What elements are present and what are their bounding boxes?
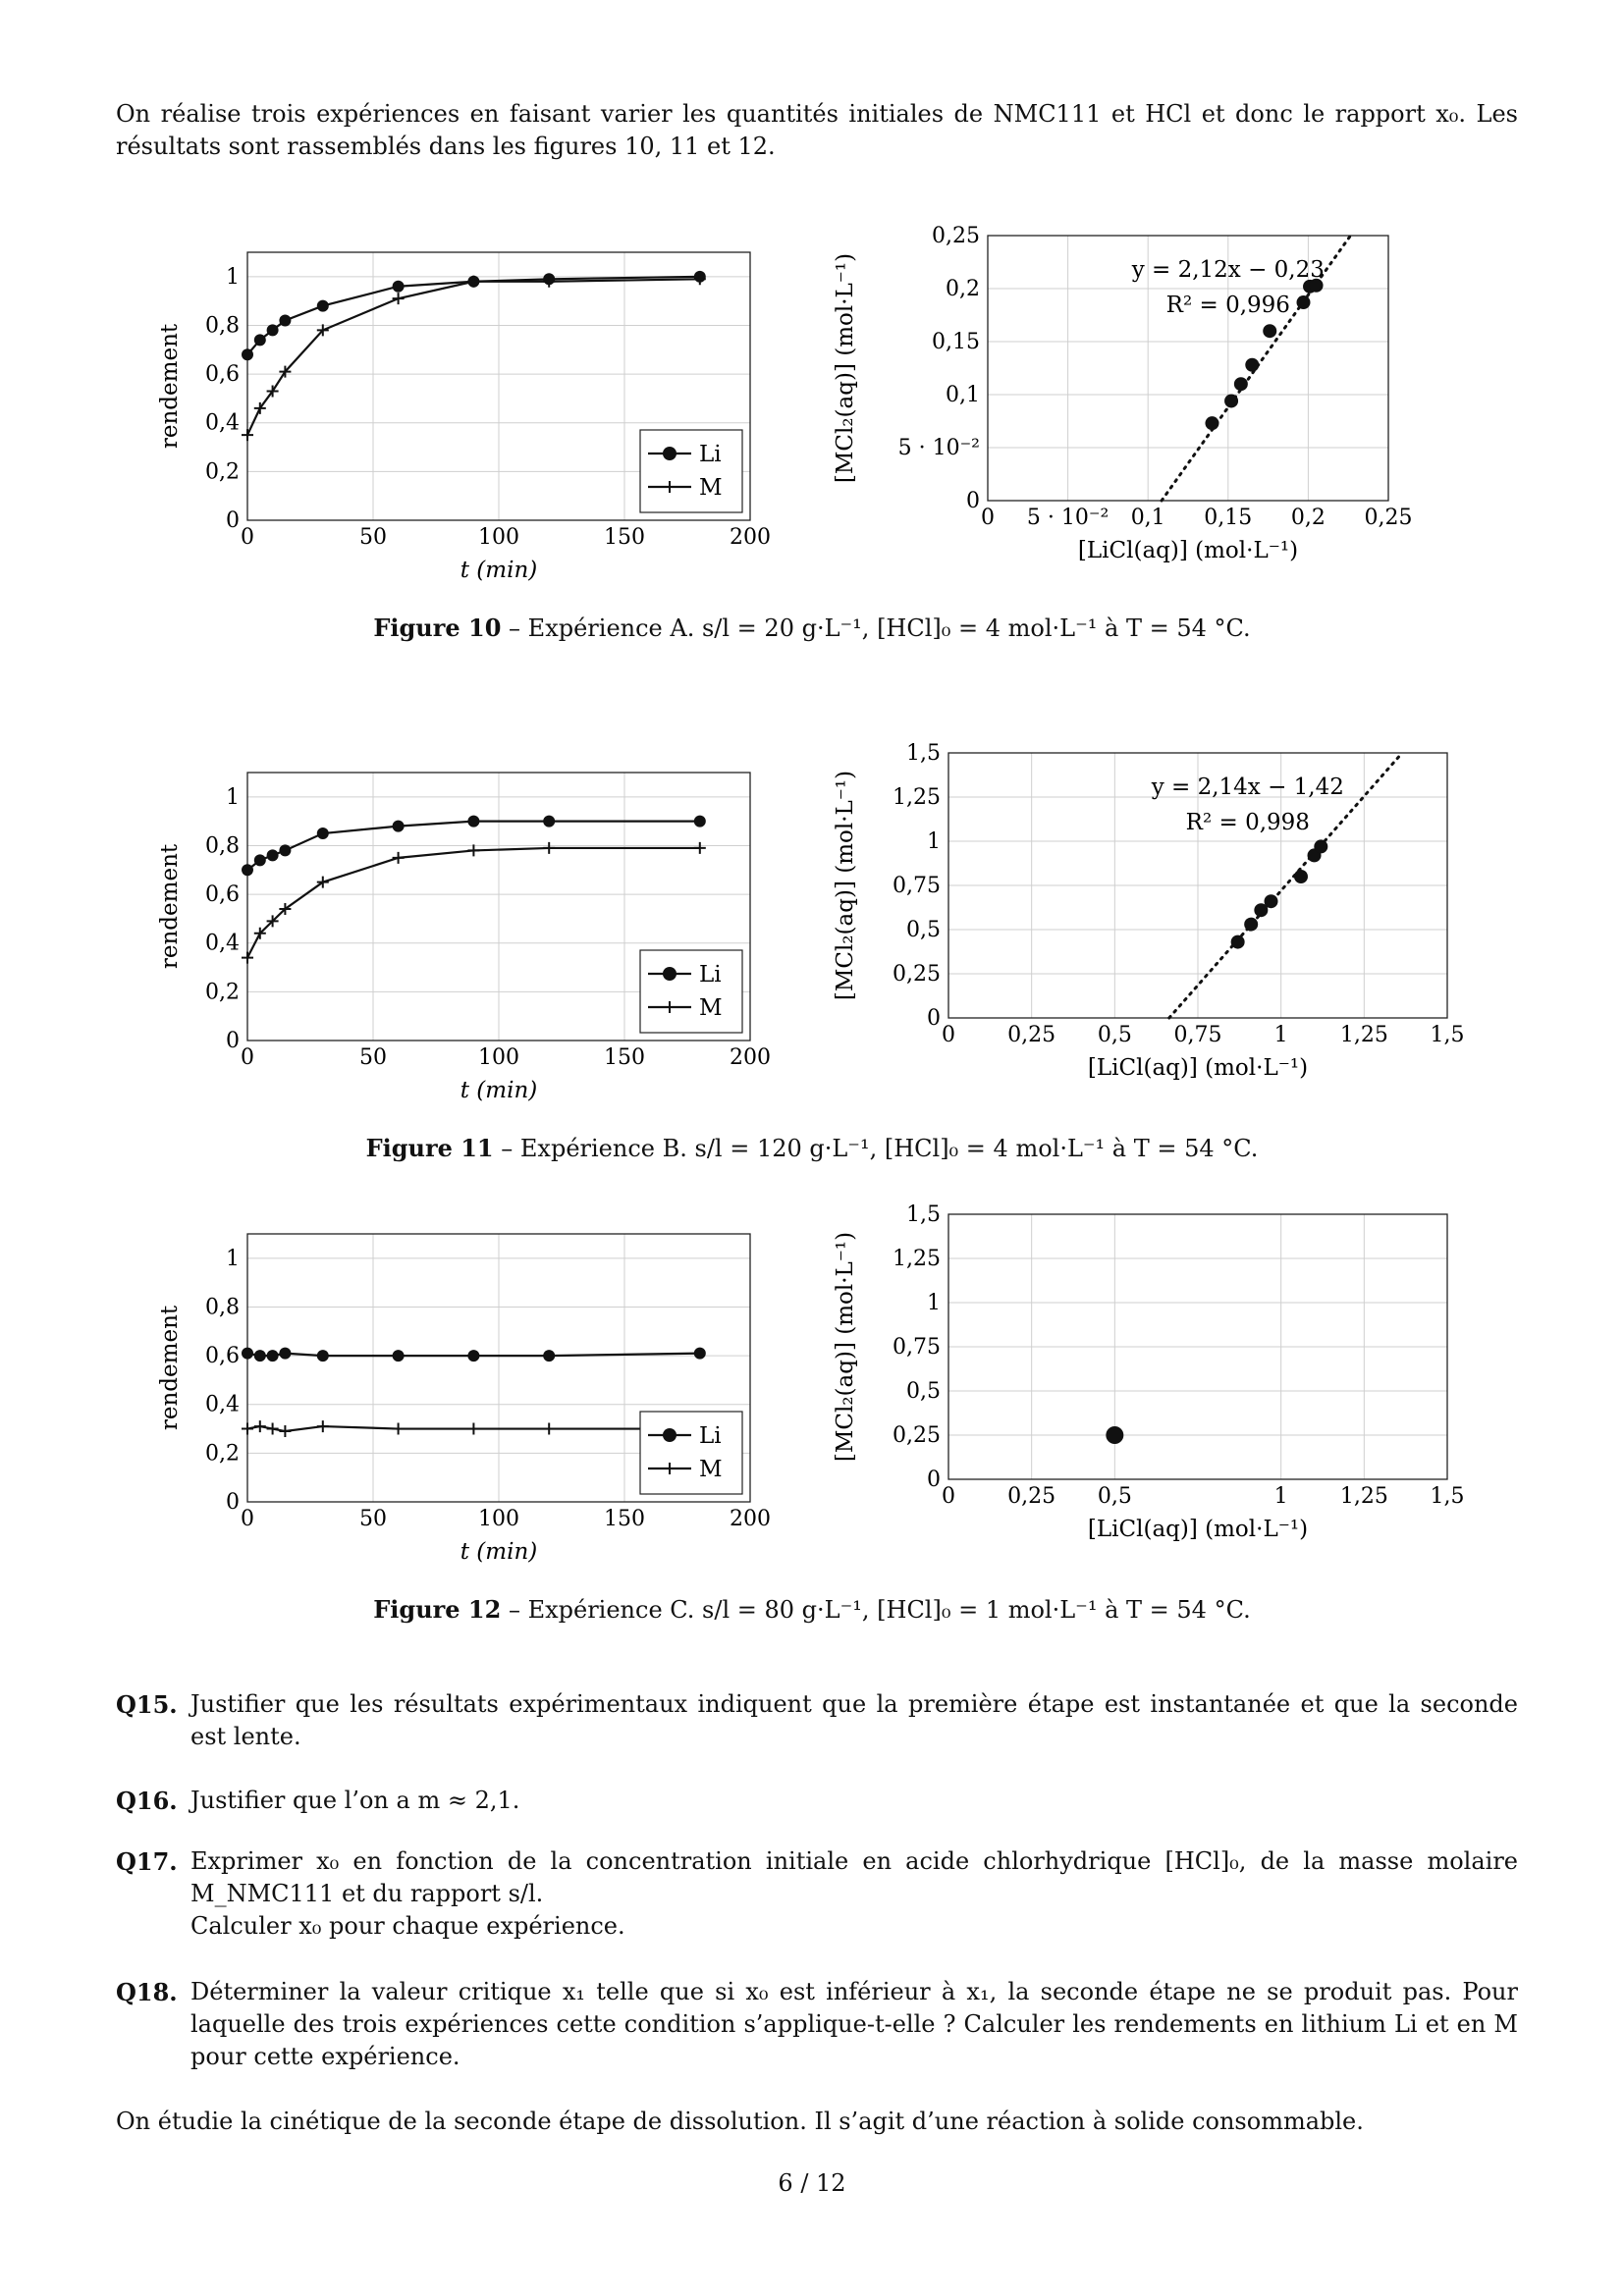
data-point-Li: [393, 821, 405, 832]
x-tick-label: 50: [359, 525, 387, 550]
y-tick-label: 1: [927, 1291, 941, 1315]
data-point: [1265, 894, 1278, 908]
x-tick-label: 0: [241, 1045, 254, 1070]
data-point-Li: [279, 1348, 291, 1360]
y-tick-label: 0: [226, 1490, 240, 1515]
question-q18: Q18. Déterminer la valeur critique x₁ telle que si x₀ est inférieur à x₁, la seconde étape ne se produit pas. Pour laquelle des trois expériences cette condition s’applique-t-elle ? Calculer les rendements en lithium Li et en M pour cette expérience.: [116, 1978, 1518, 2070]
y-tick-label: 0,6: [205, 1344, 240, 1369]
y-axis-label: [MCl₂(aq)] (mol·L⁻¹): [833, 1231, 858, 1463]
data-point-M: [393, 1423, 405, 1435]
data-point-Li: [267, 849, 279, 861]
x-tick-label: 1,5: [1430, 1023, 1465, 1047]
legend-box: [640, 1412, 742, 1494]
data-point-Li: [317, 300, 329, 312]
y-tick-label: 0,2: [205, 459, 240, 485]
x-axis-label: t (min): [460, 558, 538, 583]
data-point-M: [393, 852, 405, 864]
data-point: [1245, 358, 1259, 372]
data-point-Li: [467, 816, 479, 828]
x-tick-label: 0,5: [1097, 1484, 1132, 1509]
x-tick-label: 200: [730, 1045, 771, 1070]
y-axis-label: [MCl₂(aq)] (mol·L⁻¹): [833, 252, 858, 484]
x-tick-label: 100: [478, 1045, 519, 1070]
y-tick-label: 0: [226, 508, 240, 533]
chart-fig12-concentrations: [825, 1202, 1492, 1580]
data-point-M: [543, 842, 555, 854]
legend-marker-Li: [663, 967, 677, 981]
y-tick-label: 0,8: [205, 833, 240, 859]
data-point-Li: [467, 1350, 479, 1362]
data-point-Li: [393, 1350, 405, 1362]
x-tick-label: 0,25: [1364, 506, 1413, 530]
y-tick-label: 0: [927, 1006, 941, 1031]
caption-fig10: Figure 10 – Expérience A. s/l = 20 g·L⁻¹, [HCl]₀ = 4 mol·L⁻¹ à T = 54 °C.: [373, 614, 1251, 642]
caption-fig11: Figure 11 – Expérience B. s/l = 120 g·L⁻¹, [HCl]₀ = 4 mol·L⁻¹ à T = 54 °C.: [365, 1134, 1259, 1162]
y-tick-label: 0,4: [205, 410, 240, 436]
x-tick-label: 50: [359, 1507, 387, 1531]
x-axis-label: [LiCl(aq)] (mol·L⁻¹): [1087, 1055, 1309, 1081]
y-tick-label: 0,2: [946, 277, 980, 301]
fit-r-squared: R² = 0,998: [1185, 810, 1310, 835]
y-tick-label: 0,5: [906, 918, 941, 942]
fit-r-squared: R² = 0,996: [1165, 293, 1290, 318]
data-point: [1244, 918, 1258, 932]
x-tick-label: 5 · 10⁻²: [1026, 506, 1110, 530]
y-tick-label: 0,25: [932, 224, 980, 248]
legend-label-M: M: [699, 1457, 723, 1482]
x-tick-label: 0,25: [1007, 1023, 1056, 1047]
data-point-Li: [254, 334, 266, 346]
intro-paragraph: On réalise trois expériences en faisant varier les quantités initiales de NMC111 et HCl et donc le rapport x₀. Les résultats sont rassemblés dans les figures 10, 11 et 12.: [116, 100, 1518, 160]
x-tick-label: 200: [730, 525, 771, 550]
y-tick-label: 0,75: [893, 1335, 941, 1360]
data-point: [1224, 394, 1238, 407]
y-tick-label: 0,8: [205, 313, 240, 339]
y-axis-label: [MCl₂(aq)] (mol·L⁻¹): [833, 770, 858, 1001]
y-tick-label: 0,6: [205, 882, 240, 908]
x-tick-label: 0,5: [1097, 1023, 1132, 1047]
data-point-Li: [242, 348, 253, 360]
chart-fig10-concentrations: [825, 211, 1492, 599]
legend-box: [640, 430, 742, 512]
fit-equation: y = 2,12x − 0,23: [1131, 257, 1325, 283]
y-tick-label: 1: [226, 1246, 240, 1271]
x-axis-label: t (min): [460, 1078, 538, 1103]
series-line-M: [247, 279, 700, 435]
legend-label-Li: Li: [699, 442, 722, 467]
series-line-M: [247, 848, 700, 958]
data-point-M: [467, 1423, 479, 1435]
y-axis-label: rendement: [157, 843, 183, 970]
x-tick-label: 150: [604, 1045, 645, 1070]
x-tick-label: 1: [1273, 1023, 1288, 1047]
legend-label-Li: Li: [699, 1423, 722, 1449]
data-point-M: [242, 952, 253, 964]
closing-paragraph: On étudie la cinétique de la seconde étape de dissolution. Il s’agit d’une réaction à solide consommable.: [116, 2108, 1364, 2135]
chart-fig11-rendement: [147, 756, 776, 1119]
x-tick-label: 150: [604, 525, 645, 550]
y-tick-label: 0,1: [946, 383, 980, 407]
data-point-M: [242, 1423, 253, 1435]
data-point-M: [317, 1420, 329, 1432]
data-point-M: [393, 293, 405, 304]
y-axis-label: rendement: [157, 323, 183, 450]
x-axis-label: [LiCl(aq)] (mol·L⁻¹): [1077, 538, 1299, 563]
data-point-Li: [254, 854, 266, 866]
x-tick-label: 0,75: [1173, 1023, 1222, 1047]
data-point-Li: [543, 1350, 555, 1362]
question-q15: Q15. Justifier que les résultats expérimentaux indiquent que la première étape est instantanée et que la seconde est lente.: [116, 1690, 1518, 1750]
y-tick-label: 0,25: [893, 962, 941, 987]
chart-fig11-concentrations: [825, 741, 1492, 1119]
y-tick-label: 0,2: [205, 980, 240, 1005]
legend-label-M: M: [699, 475, 723, 501]
legend-box: [640, 950, 742, 1033]
y-tick-label: 0,5: [906, 1379, 941, 1404]
legend-marker-Li: [663, 1428, 677, 1442]
y-tick-label: 1,25: [893, 785, 941, 810]
data-point-M: [254, 1420, 266, 1432]
y-tick-label: 0: [927, 1468, 941, 1492]
y-tick-label: 0,25: [893, 1423, 941, 1448]
chart-fig10-rendement: [147, 236, 776, 599]
data-point-M: [543, 1423, 555, 1435]
x-tick-label: 50: [359, 1045, 387, 1070]
question-q17: Q17. Exprimer x₀ en fonction de la concentration initiale en acide chlorhydrique [HCl]₀, de la masse molaire M_NMC111 et du rapport s/l. Calculer x₀ pour chaque expérience.: [116, 1847, 1518, 1940]
data-point-Li: [543, 816, 555, 828]
data-point: [1231, 935, 1245, 949]
y-tick-label: 1,5: [906, 741, 941, 766]
data-point-Li: [267, 1350, 279, 1362]
data-point: [1263, 324, 1276, 338]
legend-marker-Li: [663, 447, 677, 460]
data-point-Li: [267, 324, 279, 336]
y-tick-label: 0,15: [932, 330, 980, 354]
x-tick-label: 150: [604, 1507, 645, 1531]
question-q16: Q16. Justifier que l’on a m ≈ 2,1.: [116, 1787, 520, 1815]
x-tick-label: 0: [241, 525, 254, 550]
data-point-Li: [317, 828, 329, 839]
data-point-M: [467, 844, 479, 856]
y-tick-label: 0,4: [205, 1392, 240, 1417]
series-line-Li: [247, 277, 700, 354]
data-point-M: [242, 429, 253, 441]
y-tick-label: 1: [226, 784, 240, 810]
x-axis-label: [LiCl(aq)] (mol·L⁻¹): [1087, 1517, 1309, 1542]
data-point: [1294, 870, 1308, 883]
x-tick-label: 1: [1273, 1484, 1288, 1509]
data-point: [1205, 416, 1218, 430]
x-tick-label: 1,25: [1339, 1023, 1388, 1047]
y-tick-label: 0,6: [205, 362, 240, 388]
data-point-Li: [694, 1348, 706, 1360]
data-point-Li: [279, 844, 291, 856]
y-tick-label: 0,8: [205, 1295, 240, 1320]
y-tick-label: 1,25: [893, 1247, 941, 1271]
x-tick-label: 0: [241, 1507, 254, 1531]
y-tick-label: 0,2: [205, 1441, 240, 1467]
legend-label-Li: Li: [699, 962, 722, 988]
x-tick-label: 0,2: [1290, 506, 1326, 530]
x-tick-label: 200: [730, 1507, 771, 1531]
chart-fig12-rendement: [147, 1217, 776, 1580]
x-tick-label: 0,15: [1204, 506, 1253, 530]
x-tick-label: 0: [942, 1023, 955, 1047]
y-tick-label: 1,5: [906, 1202, 941, 1227]
data-point-M: [279, 1425, 291, 1437]
x-tick-label: 100: [478, 525, 519, 550]
data-point-Li: [694, 816, 706, 828]
x-tick-label: 0,25: [1007, 1484, 1056, 1509]
data-point-Li: [393, 281, 405, 293]
data-point-M: [694, 842, 706, 854]
x-tick-label: 1,25: [1339, 1484, 1388, 1509]
data-point-Li: [279, 314, 291, 326]
data-point-Li: [242, 864, 253, 876]
data-point-Li: [317, 1350, 329, 1362]
data-point: [1297, 295, 1311, 309]
x-tick-label: 100: [478, 1507, 519, 1531]
page-number: 6 / 12: [778, 2169, 846, 2197]
data-point-Li: [254, 1350, 266, 1362]
x-tick-label: 1,5: [1430, 1484, 1465, 1509]
y-tick-label: 1: [927, 829, 941, 854]
x-tick-label: 0: [981, 506, 995, 530]
y-tick-label: 5 · 10⁻²: [897, 436, 980, 460]
x-tick-label: 0,1: [1130, 506, 1165, 530]
y-tick-label: 0,4: [205, 931, 240, 956]
y-tick-label: 0: [226, 1029, 240, 1053]
x-axis-label: t (min): [460, 1539, 538, 1565]
legend-label-M: M: [699, 995, 723, 1021]
y-tick-label: 0: [966, 489, 980, 513]
data-point: [1106, 1426, 1123, 1444]
y-tick-label: 1: [226, 264, 240, 290]
fit-equation: y = 2,14x − 1,42: [1151, 774, 1344, 800]
data-point-M: [267, 1423, 279, 1435]
data-point-Li: [242, 1348, 253, 1360]
data-point: [1234, 377, 1248, 391]
data-point: [1314, 839, 1327, 853]
y-axis-label: rendement: [157, 1305, 183, 1431]
x-tick-label: 0: [942, 1484, 955, 1509]
caption-fig12: Figure 12 – Expérience C. s/l = 80 g·L⁻¹, [HCl]₀ = 1 mol·L⁻¹ à T = 54 °C.: [373, 1595, 1251, 1624]
y-tick-label: 0,75: [893, 874, 941, 898]
